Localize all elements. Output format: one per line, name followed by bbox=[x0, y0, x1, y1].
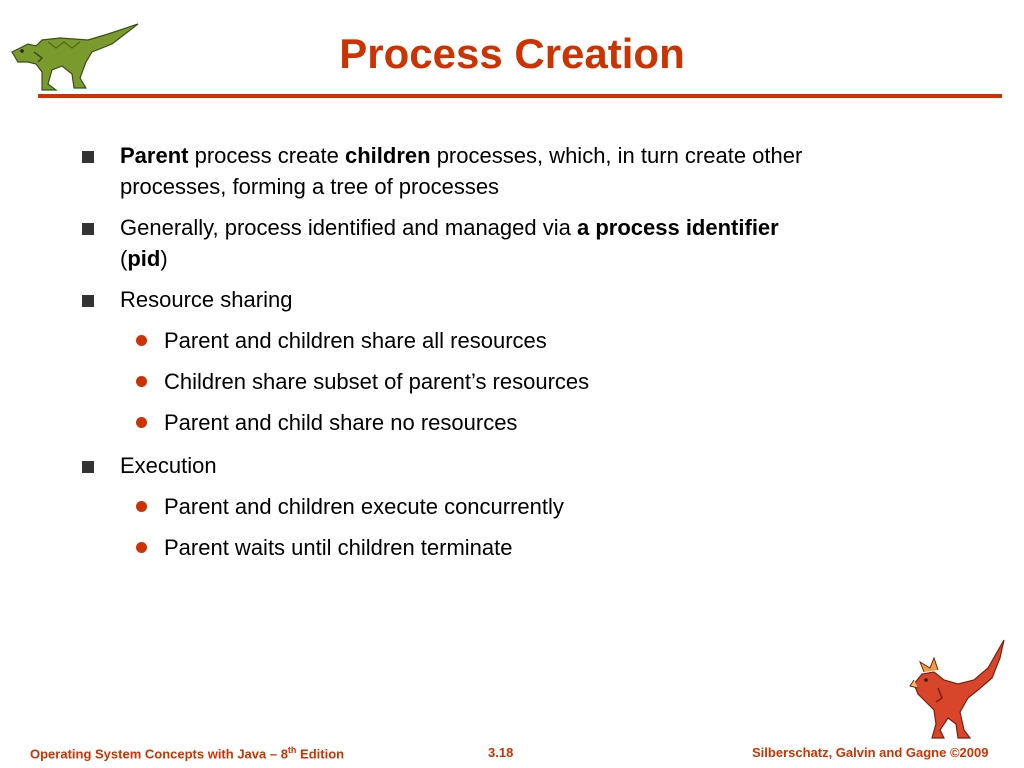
dinosaur-red-icon bbox=[908, 638, 1010, 742]
sub-bullet bbox=[134, 366, 914, 397]
square-bullet-icon bbox=[82, 295, 94, 307]
bullet-text: Resource sharing bbox=[120, 287, 293, 312]
square-bullet-icon bbox=[82, 461, 94, 473]
square-bullet-icon bbox=[82, 223, 94, 235]
sub-bullet bbox=[134, 325, 914, 356]
text-run: ) bbox=[160, 246, 168, 271]
bullet-text bbox=[120, 140, 912, 202]
sub-bullet-text: Parent and children share all resources bbox=[164, 328, 547, 353]
bullet-execution bbox=[82, 450, 912, 481]
footer-text: Operating System Concepts with Java – 8 bbox=[30, 746, 288, 762]
bold-term: pid bbox=[127, 246, 161, 271]
bullet-text bbox=[120, 212, 912, 274]
bold-term: a process identifier bbox=[576, 215, 779, 240]
round-bullet-icon bbox=[136, 417, 147, 428]
bold-term: Parent bbox=[120, 143, 189, 168]
footer-superscript: th bbox=[287, 745, 297, 755]
footer-text: Edition bbox=[296, 746, 345, 762]
sub-bullet-text: Children share subset of parent’s resources bbox=[164, 369, 590, 394]
bold-term: children bbox=[345, 143, 431, 168]
footer-page-number: 3.18 bbox=[488, 745, 514, 760]
text-run: process create bbox=[188, 143, 345, 168]
sub-bullet bbox=[134, 491, 914, 522]
sub-bullet-text: Parent waits until children terminate bbox=[164, 535, 513, 560]
bullet-parent-children bbox=[82, 140, 912, 202]
sub-bullet-text: Parent and children execute concurrently bbox=[164, 494, 564, 519]
sub-bullet bbox=[134, 532, 914, 563]
round-bullet-icon bbox=[136, 335, 147, 346]
bullet-resource-sharing bbox=[82, 284, 912, 315]
footer-authors: Silberschatz, Galvin and Gagne ©2009 bbox=[752, 745, 989, 760]
slide-title: Process Creation bbox=[339, 30, 685, 77]
footer-book-title bbox=[30, 745, 344, 761]
sub-bullet-text: Parent and child share no resources bbox=[164, 410, 518, 435]
round-bullet-icon bbox=[136, 376, 147, 387]
round-bullet-icon bbox=[136, 501, 147, 512]
text-run: Generally, process identified and managed via bbox=[120, 215, 577, 240]
bullet-pid bbox=[82, 212, 912, 274]
round-bullet-icon bbox=[136, 542, 147, 553]
text-run: ( bbox=[120, 246, 128, 271]
bullet-text: Execution bbox=[120, 453, 217, 478]
title-divider bbox=[38, 94, 1002, 98]
text-run: processes, which, in turn create other processes, forming a tree of processes bbox=[120, 143, 803, 199]
square-bullet-icon bbox=[82, 151, 94, 163]
sub-bullet bbox=[134, 407, 914, 438]
